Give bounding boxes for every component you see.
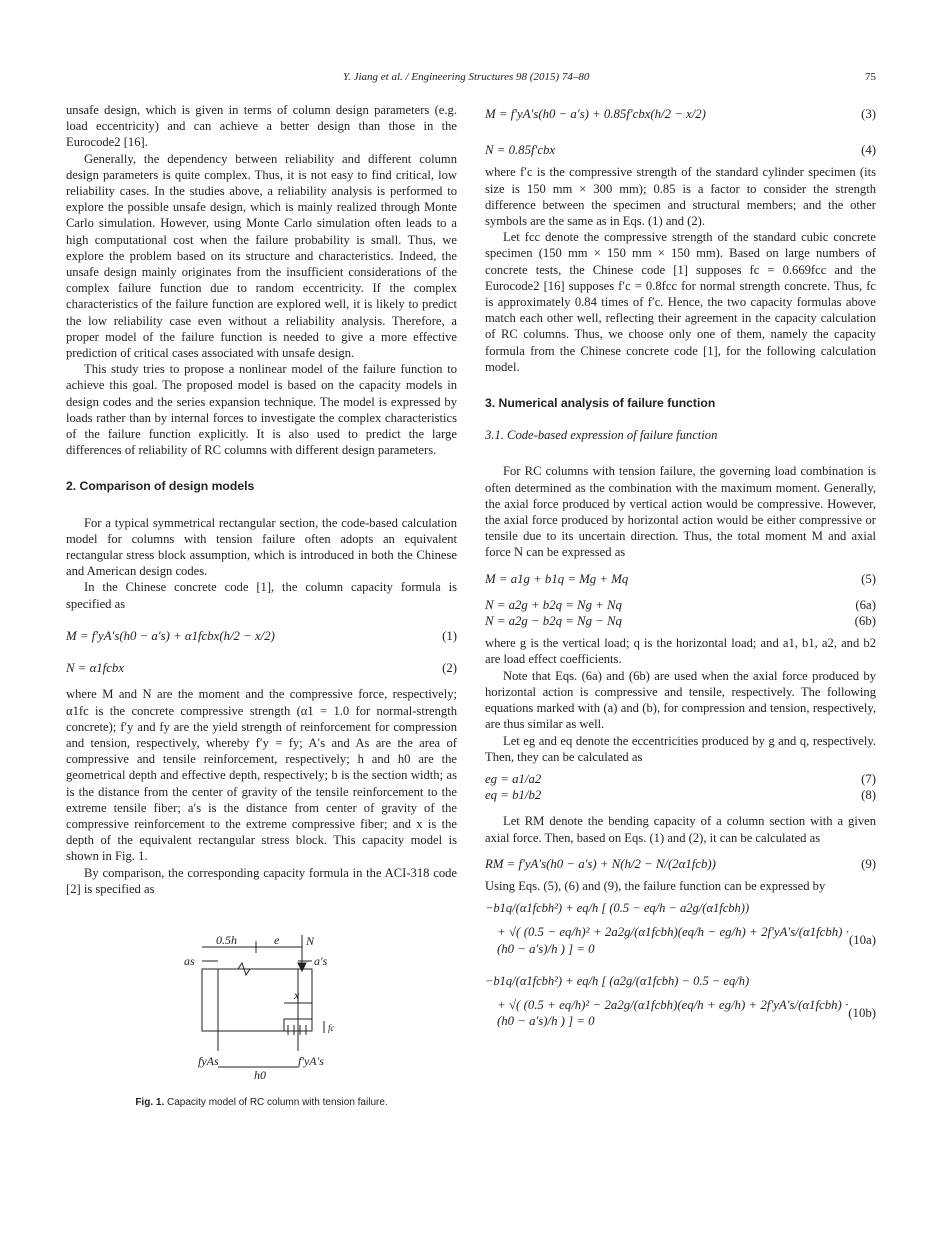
equation-number: (4) bbox=[861, 143, 876, 158]
equation-body: M = a1g + b1q = Mg + Mq bbox=[485, 571, 629, 586]
equation-row bbox=[485, 924, 876, 956]
label-fyAs-prime: f′yA′s bbox=[298, 1053, 324, 1068]
equation-6a bbox=[485, 597, 876, 613]
paragraph: where g is the vertical load; q is the horizontal load; and a1, b1, a2, and b2 are load effect coefficients. bbox=[485, 636, 876, 667]
label-h0: h0 bbox=[254, 1067, 266, 1082]
equation-number: (6a) bbox=[855, 597, 876, 612]
equation-4 bbox=[485, 142, 876, 158]
label-a-s-prime: a′s bbox=[314, 953, 328, 968]
paragraph: Let eg and eq denote the eccentricities produced by g and q, respectively. Then, they can be calculated as bbox=[485, 733, 876, 764]
paragraph: For RC columns with tension failure, the governing load combination is often determined as the combination with the maximum moment. Generally, the axial force produced by vertical action would be compressive. However, the axial force produced by horizontal action would be either compressive or tensile due to its uncertain direction. Thus, the total moment M and axial force N can be expressed as bbox=[485, 464, 876, 560]
equation-10b bbox=[485, 973, 876, 1030]
equation-2 bbox=[66, 660, 457, 676]
paragraph: In the Chinese concrete code [1], the column capacity formula is specified as bbox=[66, 580, 457, 611]
equation-line: + √( (0.5 − eq/h)² + 2a2g/(α1fcbh)(eq/h − eg/h) + 2f′yA′s/(α1fcbh) · (h0 − a′s)/h ) ] = 0 bbox=[497, 925, 849, 956]
equation-body: N = α1fcbx bbox=[66, 661, 124, 676]
paragraph: Using Eqs. (5), (6) and (9), the failure function can be expressed by bbox=[485, 878, 826, 893]
equation-number: (3) bbox=[861, 107, 876, 121]
equation-3 bbox=[485, 106, 876, 122]
equation-body: M = f′yA′s(h0 − a′s) + α1fcbx(h/2 − x/2) bbox=[66, 628, 275, 643]
right-column bbox=[485, 102, 876, 1029]
equation-number: (1) bbox=[442, 628, 457, 643]
paragraph: Let fcc denote the compressive strength of the standard cubic concrete specimen (150 mm × 150 mm × 150 mm). Based on large numbers of concrete tests, the Chinese code [1] supposes fc = 0.669fcc and the Eurocode2 [16] supposes f′c = 0.8fcc for normal strength concrete. Thus, fc is approximately 0.84 times of f′c. Hence, the two capacity formulas above match each other well, reflecting their agreement in the capacity calculation of RC columns. Thus, we choose only one of them, namely the capacity formula from the Chinese concrete code [1], for the following calculation model. bbox=[485, 230, 876, 374]
equation-number: (5) bbox=[861, 571, 876, 586]
paragraph: This study tries to propose a nonlinear model of the failure function to achieve this goal. The proposed model is based on the capacity models in design codes and the series expansion technique. The model is expressed by loads rather than by internal forces to investigate the complex characteristics of the failure function explicitly. It is also used to predict the large differences of reliability of RC columns with different design parameters. bbox=[66, 362, 457, 458]
paragraph: By comparison, the corresponding capacity formula in the ACI-318 code [2] is specified as bbox=[66, 865, 457, 896]
figure-1 bbox=[66, 934, 457, 1109]
paragraph: where M and N are the moment and the compressive force, respectively; α1fc is the concrete compressive strength (α1 = 1.0 for normal-strength concrete); f′y and fy are the yield strength of reinforcement for compression and tension, respectively, whereby f′y = fy; A′s and As are the area of compressive and tensile reinforcement, respectively; h and h0 are the geometrical depth and effective depth, respectively; b is the section width; as is the distance from the center of gravity of the tensile reinforcement to the extreme tensile fiber; a′s is the distance from center of gravity of the compressive reinforcement to the extreme compressive fiber; and x is the depth of the equivalent rectangular stress block. This capacity model is shown in Fig. 1. bbox=[66, 687, 457, 864]
equation-1 bbox=[66, 628, 457, 644]
equation-number: (10b) bbox=[848, 1006, 876, 1021]
equation-body: eq = b1/b2 bbox=[485, 788, 542, 803]
running-header: Y. Jiang et al. / Engineering Structures 98 (2015) 74–80 bbox=[343, 71, 590, 83]
label-fyAs: fyAs bbox=[198, 1053, 219, 1068]
figure-caption-label: Fig. 1. bbox=[135, 1097, 165, 1109]
paragraph: For a typical symmetrical rectangular section, the code-based calculation model for columns with tension failure often adopts an equivalent rectangular stress block assumption, which is introduced in both the Chinese and American design codes. bbox=[66, 515, 457, 579]
arrowhead bbox=[298, 963, 306, 971]
equation-body: N = 0.85f′cbx bbox=[485, 143, 556, 158]
figure-caption-text: Capacity model of RC column with tension failure. bbox=[167, 1097, 388, 1109]
label-e: e bbox=[274, 934, 280, 947]
equation-number: (8) bbox=[861, 788, 876, 803]
page-number: 75 bbox=[865, 71, 876, 83]
figure-caption bbox=[66, 1095, 457, 1111]
section-heading: 3. Numerical analysis of failure function bbox=[485, 396, 716, 411]
paragraph: where f′c is the compressive strength of the standard cylinder specimen (its size is 150 mm × 300 mm); 0.85 is a factor to consider the strength difference between the specimen and structural members; and the other symbols are the same as in Eqs. (1) and (2). bbox=[485, 165, 876, 229]
label-N: N bbox=[306, 934, 315, 948]
equation-number: (2) bbox=[442, 661, 457, 676]
equation-body: eg = a1/a2 bbox=[485, 771, 542, 786]
label-x: x bbox=[294, 987, 300, 1002]
paragraph: Generally, the dependency between reliability and different column design parameters is quite complex. Thus, it is not easy to find critical, low reliability cases. In the studies above, a reliability analysis is performed to explore the possible unsafe design, which is mainly realized through Monte Carlo simulation. However, using Monte Carlo simulation often leads to a high computational cost when the failure probability is small. Thus, we explore the problem based on its structure and characteristics. Indeed, the unsafe design mainly originates from the insufficient considerations of the complex failure function due to random eccentricity. If the complex characteristics of the failure function are explored well, it is likely to predict the low reliability case even without a reliability analysis. Therefore, a proper model of the failure function is needed to give a more effective prediction of critical cases associated with unsafe design. bbox=[66, 151, 457, 361]
equation-6b bbox=[485, 613, 876, 629]
label-half-h: 0.5h bbox=[216, 934, 237, 947]
paragraph: unsafe design, which is given in terms of column design parameters (e.g. load eccentricity) and can achieve a better design than those in the Eurocode2 [16]. bbox=[66, 103, 457, 150]
equation-8 bbox=[485, 787, 876, 803]
equation-number: (7) bbox=[861, 771, 876, 786]
equation-number: (9) bbox=[861, 856, 876, 871]
equation-line: −b1q/(α1fcbh²) + eq/h [ (0.5 − eq/h − a2g/(α1fcbh)) bbox=[485, 901, 750, 916]
capacity-model-diagram bbox=[66, 935, 457, 1085]
paragraph: Let RM denote the bending capacity of a column section with a given axial force. Then, based on Eqs. (1) and (2), it can be calculated as bbox=[485, 814, 876, 845]
section-heading: 2. Comparison of design models bbox=[66, 479, 255, 494]
equation-line: + √( (0.5 + eq/h)² − 2a2g/(α1fcbh)(eq/h + eg/h) + 2f′yA′s/(α1fcbh) · (h0 − a′s)/h ) ] = 0 bbox=[497, 997, 849, 1029]
left-column bbox=[66, 102, 457, 1109]
equation-number: (6b) bbox=[854, 614, 876, 629]
equation-body: RM = f′yA′s(h0 − a′s) + N(h/2 − N/(2α1fcb)) bbox=[485, 856, 716, 871]
equation-body: N = a2g + b2q = Ng + Nq bbox=[485, 597, 622, 612]
equation-body: M = f′yA′s(h0 − a′s) + 0.85f′cbx(h/2 − x/2) bbox=[485, 107, 706, 121]
equation-body: N = a2g − b2q = Ng − Nq bbox=[485, 614, 622, 629]
equation-10a bbox=[485, 900, 876, 957]
label-fc: fc bbox=[328, 1022, 335, 1033]
equation-row bbox=[485, 997, 876, 1029]
subsection-heading: 3.1. Code-based expression of failure function bbox=[485, 428, 718, 443]
equation-line: −b1q/(α1fcbh²) + eq/h [ (a2g/(α1fcbh) − 0.5 − eq/h) bbox=[485, 973, 750, 988]
break-line bbox=[216, 963, 302, 975]
paragraph: Note that Eqs. (6a) and (6b) are used when the axial force produced by horizontal action is compressive and tensile, respectively. The following equations marked with (a) and (b), for compression and tension, respectively, are thus similar as well. bbox=[485, 668, 876, 732]
equation-5 bbox=[485, 571, 876, 587]
label-as: as bbox=[184, 953, 195, 968]
equation-7 bbox=[485, 771, 876, 787]
equation-number: (10a) bbox=[849, 933, 876, 948]
equation-9 bbox=[485, 856, 876, 872]
